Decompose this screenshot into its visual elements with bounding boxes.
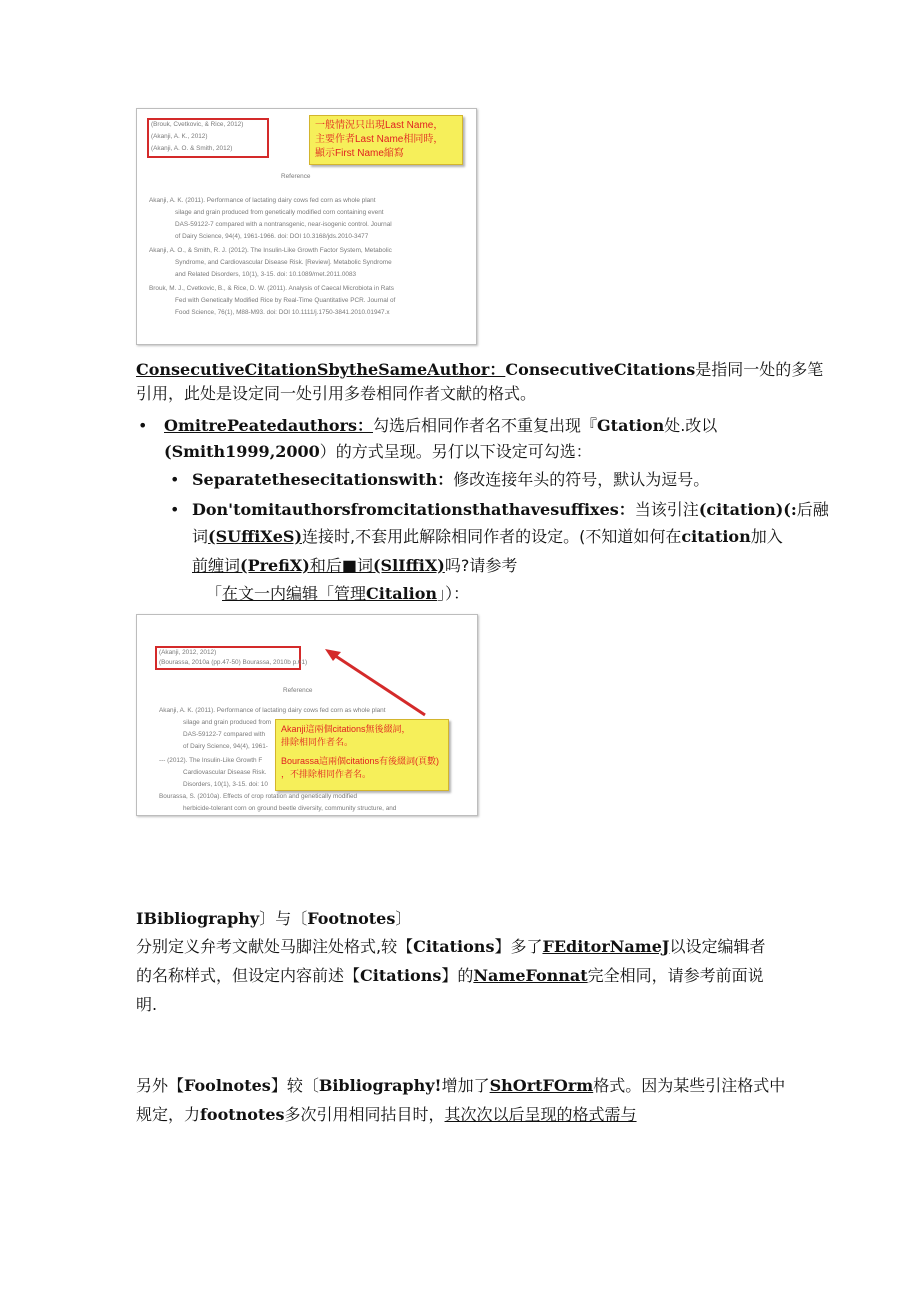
annotation-text: 顯示First Name縮寫 xyxy=(315,148,404,159)
sub-bullet1-line xyxy=(192,469,709,491)
sub-bullet2-line4[interactable] xyxy=(206,583,469,605)
heading-text: 〕与〔 xyxy=(259,909,308,928)
heading-term: ConsecutiveCitationSbytheSameAuthor： xyxy=(136,360,506,379)
option-term: (SUffiXeS) xyxy=(208,527,303,546)
body-text: 的名称样式，但设定内容前述【 xyxy=(136,966,361,985)
section1-line: 引用，此处是设定同一处引用多卷相同作者文献的格式。 xyxy=(136,384,537,403)
body-term: Bibliography! xyxy=(318,1076,442,1095)
option-text: 前缠词 xyxy=(192,556,241,575)
section3-line xyxy=(136,1075,785,1097)
body-term: Citations xyxy=(413,937,495,956)
reference-line: --- (2012). The Insulin-Like Growth F xyxy=(159,757,263,764)
section2-heading xyxy=(136,908,411,930)
body-text: 完全相同，请参考前面说 xyxy=(587,966,764,985)
body-text: 分别定义弁考文献处马脚注处格式,较【 xyxy=(136,937,414,956)
heading-term: ConsecutiveCitations xyxy=(505,360,696,379)
option-term: (PrefiX) xyxy=(240,556,310,575)
reference-line: silage and grain produced from xyxy=(183,719,272,726)
bullet-dot: • xyxy=(170,470,180,489)
annotation-text: ，不排除相同作者名。 xyxy=(281,769,372,779)
reference-line: DAS-59122-7 compared with xyxy=(183,731,266,738)
annotation-text: 排除相同作者名。 xyxy=(281,737,354,747)
reference-line: silage and grain produced from genetically modified corn containing event xyxy=(175,209,384,216)
annotation-text: 主要作者Last Name相同時， xyxy=(315,134,444,145)
reference-link[interactable]: 在文一内编辑「管理 xyxy=(222,584,367,603)
reference-line: Akanji, A. O., & Smith, R. J. (2012). The Insulin-Like Growth Factor System, Metabolic xyxy=(149,247,392,254)
option-text: 连接时,不套用此解除相同作者的设定。(不知道如何在 xyxy=(302,527,682,546)
figure-citation-line: (Akanji, A. O. & Smith, 2012) xyxy=(151,145,233,152)
sub-bullet2-line3 xyxy=(192,555,517,577)
reference-line: Food Science, 76(1), M88-M93. doi: DOI 10.1111/j.1750-3841.2010.01947.x xyxy=(175,309,390,316)
annotation-text: Bourassa這兩個citations有後綴詞(頁數) xyxy=(281,756,440,766)
option-text: 勾选后相同作者名不重复出现『 xyxy=(373,416,598,435)
reference-line: Akanji, A. K. (2011). Performance of lactating dairy cows fed corn as whole plant xyxy=(159,707,386,714)
option-text: 后融 xyxy=(796,500,829,519)
section2-line: 明. xyxy=(136,995,158,1014)
option-text: 词 xyxy=(192,527,209,546)
reference-line: Brouk, M. J., Cvetkovic, B., & Rice, D. W. (2011). Analysis of Caecal Microbiota in Rats xyxy=(149,285,394,292)
option-text: 和后■词 xyxy=(309,556,373,575)
body-text: 多次引用相同拈目时， xyxy=(284,1105,445,1124)
body-term: Citations xyxy=(360,966,442,985)
figure-citation-line: (Bourassa, 2010a (pp.47-50) Bourassa, 2010b p.61) xyxy=(159,659,308,666)
annotation-text: Akanji這兩個citations無後綴詞， xyxy=(281,724,411,734)
body-text: 增加了 xyxy=(441,1076,490,1095)
section3-line xyxy=(136,1104,637,1126)
option-name: Don'tomitauthorsfromcitationsthathavesuffixes： xyxy=(192,500,635,519)
reference-heading: Reference xyxy=(283,687,313,694)
reference-line: DAS-59122-7 compared with a nontransgenic, near-isogenic control. Journal xyxy=(175,221,392,228)
figure-citation-line: (Brouk, Cvetkovic, & Rice, 2012) xyxy=(151,121,244,128)
option-text: 加入 xyxy=(750,527,783,546)
option-text: 吗?请参考 xyxy=(444,556,518,575)
body-term: NameFonnat xyxy=(473,966,588,985)
body-term: footnotes xyxy=(200,1105,285,1124)
reference-link[interactable]: Citalion xyxy=(366,584,438,603)
body-text: 其次次以后呈现的格式需与 xyxy=(444,1105,637,1124)
annotation-callout xyxy=(275,719,449,791)
sub-bullet2-line xyxy=(192,499,829,521)
reference-line: Disorders, 10(1), 3-15. doi: 10 xyxy=(183,781,268,788)
reference-line: Fed with Genetically Modified Rice by Real-Time Quantitative PCR. Journal of xyxy=(175,297,396,304)
option-term: (Smith1999,2000 xyxy=(164,442,320,461)
annotation-callout xyxy=(309,115,463,165)
section2-line xyxy=(136,965,764,987)
figure-citation-line: (Akanji, 2012, 2012) xyxy=(159,649,217,656)
reference-heading: Reference xyxy=(281,173,311,180)
option-term: (citation)(: xyxy=(698,500,797,519)
reference-line: and Related Disorders, 10(1), 3-15. doi: 10.1089/met.2011.0083 xyxy=(175,271,357,278)
reference-line: Cardiovascular Disease Risk. xyxy=(183,769,267,776)
body-term: Foolnotes xyxy=(184,1076,271,1095)
link-bracket: 」 xyxy=(437,584,446,603)
option-name: Separatethesecitationswith： xyxy=(192,470,454,489)
option-text: ）： xyxy=(445,584,470,603)
heading-term: IBibliography xyxy=(136,909,260,928)
reference-line: herbicide-tolerant corn on ground beetle diversity, community structure, and xyxy=(183,805,397,812)
option-term: (SlIffiX) xyxy=(372,556,445,575)
body-text: 格式。因为某些引注格式中 xyxy=(593,1076,786,1095)
body-term: ShOrtFOrm xyxy=(489,1076,594,1095)
sub-bullet2-line2 xyxy=(192,526,783,548)
option-term: citation xyxy=(681,527,751,546)
figure-consecutive-citations-screenshot xyxy=(136,108,477,345)
body-term: FEditorNameJ xyxy=(542,937,670,956)
body-text: 】较〔 xyxy=(270,1076,319,1095)
bullet1-line2 xyxy=(164,441,592,463)
section2-line xyxy=(136,936,765,958)
bullet-dot: • xyxy=(138,416,148,435)
reference-line: of Dairy Science, 94(4), 1961- xyxy=(183,743,268,750)
body-text: 以设定编辑者 xyxy=(669,937,766,956)
bullet1-line xyxy=(164,415,717,437)
heading-text: 〕 xyxy=(395,909,412,928)
bullet-dot: • xyxy=(170,500,180,519)
figure-citation-line: (Akanji, A. K., 2012) xyxy=(151,133,208,140)
body-text: 】的 xyxy=(441,966,474,985)
option-text: 修改连接年头的符号，默认为逗号。 xyxy=(453,470,710,489)
heading-term: Footnotes xyxy=(307,909,396,928)
reference-line: of Dairy Science, 94(4), 1961-1966. doi: DOI 10.3168/jds.2010-3477 xyxy=(175,233,369,240)
figure-suffix-citations-screenshot xyxy=(136,614,478,816)
option-name: OmitrePeatedauthors： xyxy=(164,416,373,435)
option-text: 处.改以 xyxy=(664,416,718,435)
option-text: ）的方式呈现。另仃以下设定可勾选： xyxy=(319,442,592,461)
reference-line: Akanji, A. K. (2011). Performance of lactating dairy cows fed corn as whole plant xyxy=(149,197,376,204)
option-text: 当该引注 xyxy=(634,500,699,519)
reference-line: Syndrome, and Cardiovascular Disease Risk. [Review]. Metabolic Syndrome xyxy=(175,259,392,266)
link-bracket: 「 xyxy=(206,584,223,603)
annotation-text: 一般情況只出現Last Name， xyxy=(315,120,444,131)
option-term: Gtation xyxy=(597,416,665,435)
reference-line: Bourassa, S. (2010a). Effects of crop rotation and genetically modified xyxy=(159,793,358,800)
body-text: 另外【 xyxy=(136,1076,185,1095)
body-text: 】多了 xyxy=(494,937,543,956)
body-text: 规定，力 xyxy=(136,1105,201,1124)
section1-heading xyxy=(136,359,823,381)
heading-text: 是指同一处的多笔 xyxy=(695,360,824,379)
